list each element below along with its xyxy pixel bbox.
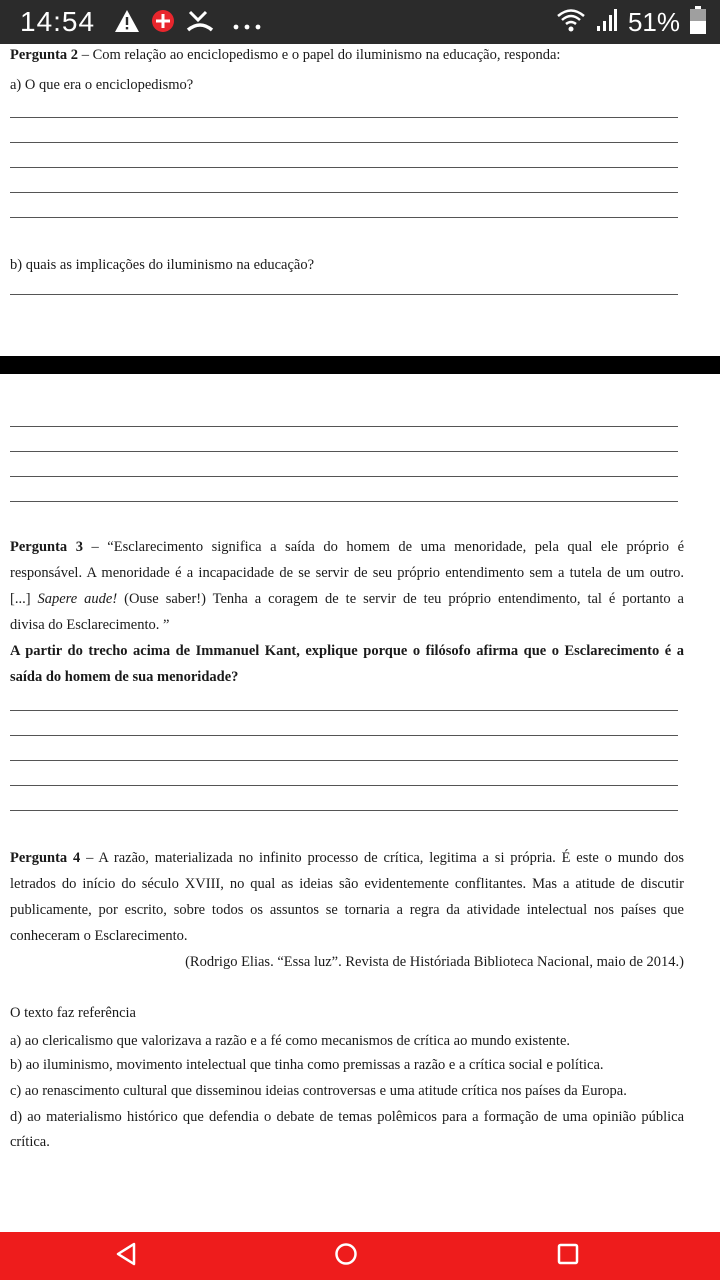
home-icon — [334, 1242, 358, 1271]
plus-circle-icon — [150, 8, 176, 39]
question-3-line-3 — [10, 586, 684, 612]
question-3-prompt-1: A partir do trecho acima de Immanuel Kant, explique porque o filósofo afirma que o Esclarecimento é a — [10, 643, 684, 659]
battery-icon — [690, 6, 706, 39]
answer-line — [10, 426, 678, 427]
question-3-line-4: divisa do Esclarecimento. ” — [10, 617, 170, 633]
back-icon — [115, 1242, 137, 1271]
answer-line — [10, 760, 678, 761]
answer-line — [10, 451, 678, 452]
answer-line — [10, 710, 678, 711]
document-page-top — [0, 44, 720, 356]
answer-line — [10, 117, 678, 118]
recents-icon — [557, 1243, 579, 1270]
recents-button[interactable] — [552, 1240, 584, 1272]
answer-line — [10, 810, 678, 811]
page-divider — [0, 356, 720, 374]
answer-line — [10, 785, 678, 786]
navigation-bar — [0, 1232, 720, 1280]
answer-line — [10, 501, 678, 502]
question-2-intro — [10, 44, 684, 66]
question-2-intro-text: – Com relação ao enciclopedismo e o papel do iluminismo na educação, responda: — [78, 47, 561, 63]
missed-call-icon — [186, 8, 214, 39]
home-button[interactable] — [330, 1240, 362, 1272]
question-2-label: Pergunta 2 — [10, 47, 79, 63]
status-bar — [0, 0, 720, 44]
option-d-continued: crítica. — [10, 1134, 50, 1150]
question-4-line-4: conheceram o Esclarecimento. — [10, 928, 188, 944]
question-4-text-1: – A razão, materializada no infinito processo de crítica, legitima a si própria. É este o mundo dos — [80, 850, 684, 866]
answer-line — [10, 476, 678, 477]
question-4-line-1 — [10, 845, 684, 871]
question-3-italic: Sapere aude! — [37, 591, 118, 607]
question-3-line-2: responsável. A menoridade é a incapacidade de se servir de seu próprio entendimento sem a tutela de um outro. — [10, 565, 684, 581]
answer-line — [10, 217, 678, 218]
question-3-label: Pergunta 3 — [10, 539, 83, 555]
question-4-label: Pergunta 4 — [10, 850, 81, 866]
answer-line — [10, 294, 678, 295]
question-3-text-3b: (Ouse saber!) Tenha a coragem de te servir de teu próprio entendimento, tal é portanto a — [117, 591, 684, 607]
question-3-line-1 — [10, 534, 684, 560]
signal-icon — [596, 7, 618, 38]
answer-line — [10, 142, 678, 143]
battery-percent: 51% — [627, 6, 680, 37]
question-2a: a) O que era o enciclopedismo? — [10, 77, 194, 93]
question-4-stem: O texto faz referência — [10, 1005, 136, 1021]
more-dots-icon — [232, 18, 262, 36]
question-2b: b) quais as implicações do iluminismo na educação? — [10, 257, 315, 273]
status-time: 14:54 — [20, 6, 96, 37]
question-4-line-2: letrados do início do século XVIII, no qual as ideias são evidentemente conflitantes. Mas a atitude de discutir — [10, 876, 684, 892]
answer-line — [10, 192, 678, 193]
option-d: d) ao materialismo histórico que defendia o debate de temas polêmicos para a formação de uma opinião pública — [10, 1109, 684, 1125]
option-a: a) ao clericalismo que valorizava a razão e a fé como mecanismos de crítica ao mundo existente. — [10, 1033, 571, 1049]
option-b: b) ao iluminismo, movimento intelectual que tinha como premissas a razão e a crítica social e política. — [10, 1057, 604, 1073]
answer-line — [10, 735, 678, 736]
question-3-prompt-2: saída do homem de sua menoridade? — [10, 669, 239, 685]
question-4-line-3: publicamente, por escrito, sobre todos os assuntos se tornaria a regra da atividade intelectual nos países que — [10, 902, 684, 918]
document-page-bottom — [0, 374, 720, 1232]
wifi-icon — [556, 7, 586, 38]
answer-line — [10, 167, 678, 168]
question-3-text-1: – “Esclarecimento significa a saída do homem de uma menoridade, pela qual ele próprio é — [82, 539, 684, 555]
back-button[interactable] — [110, 1240, 142, 1272]
citation: (Rodrigo Elias. “Essa luz”. Revista de Históriada Biblioteca Nacional, maio de 2014.) — [185, 954, 684, 970]
option-c: c) ao renascimento cultural que disseminou ideias controversas e uma atitude crítica nos países da Europa. — [10, 1083, 627, 1099]
question-3-text-3a: [...] — [10, 591, 38, 607]
warning-icon — [114, 8, 140, 39]
